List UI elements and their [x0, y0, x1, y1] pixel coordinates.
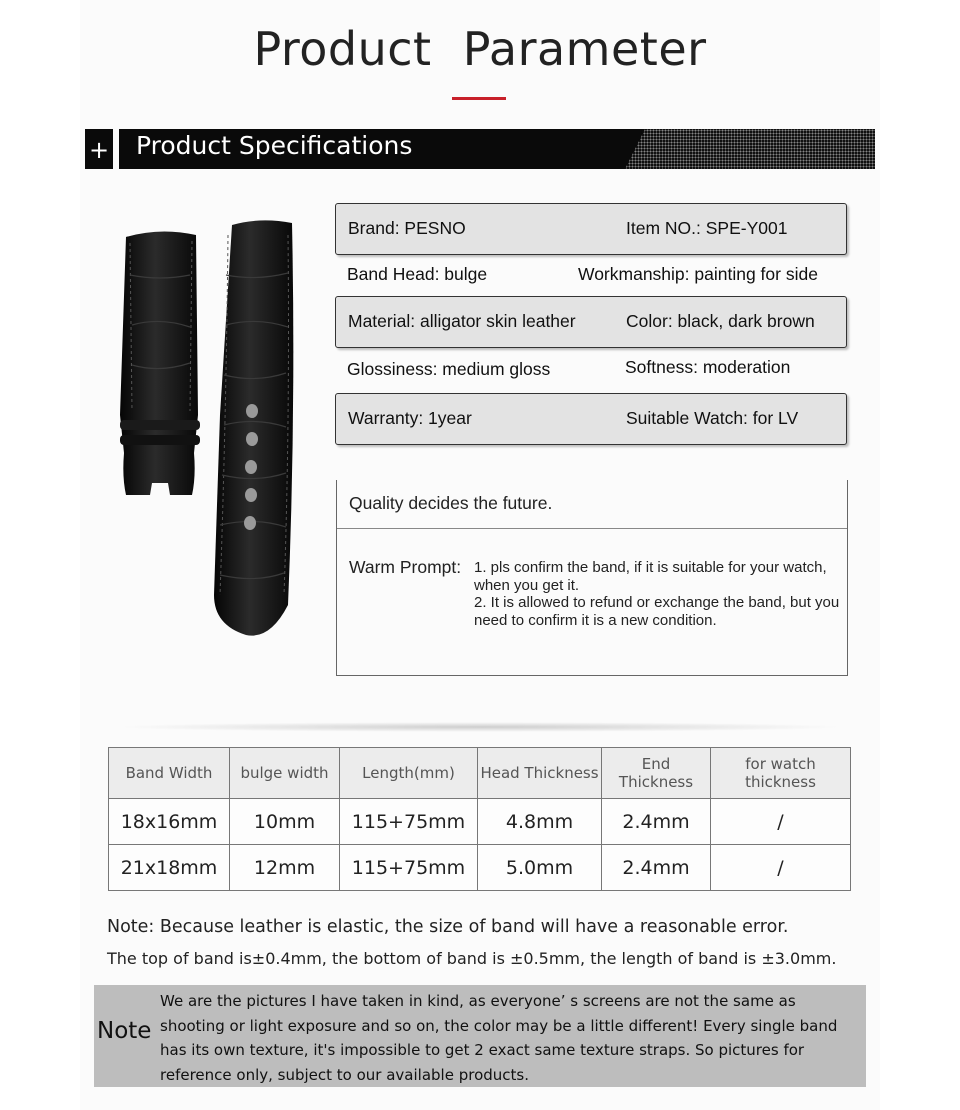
column-header: Band Width — [109, 748, 230, 799]
warm-prompt-label: Warm Prompt: — [349, 557, 462, 577]
note-text: We are the pictures I have taken in kind, as everyone’ s screens are not the same as shooting or light exposure and so on, the color may be a little different! Every single band has its own texture, it's impossible to get 2 exact same texture straps. So pictures for reference only, subject to our available products. — [160, 992, 838, 1084]
table-row — [109, 799, 851, 845]
note-label: Note — [97, 1018, 152, 1044]
page-title: Product Parameter — [253, 22, 707, 76]
warm-prompt-box — [336, 480, 848, 676]
table-cell: 115+75mm — [340, 799, 478, 845]
banner-dot-pattern — [625, 129, 875, 169]
quality-slogan: Quality decides the future. — [349, 493, 553, 513]
table-header-row — [109, 748, 851, 799]
spec-glossiness: Glossiness: medium gloss — [347, 359, 551, 379]
spec-row-glossiness — [335, 345, 845, 395]
spec-workmanship: Workmanship: painting for side — [578, 264, 818, 284]
title-underline — [452, 97, 506, 100]
note-tolerance: The top of band is±0.4mm, the bottom of band is ±0.5mm, the length of band is ±3.0mm. — [107, 949, 837, 968]
table-cell: / — [711, 845, 851, 891]
section-title: Product Specifications — [136, 131, 413, 160]
table-cell: / — [711, 799, 851, 845]
section-divider — [115, 722, 845, 732]
spec-row-band-head — [335, 250, 845, 300]
table-row — [109, 845, 851, 891]
table-cell: 21x18mm — [109, 845, 230, 891]
expand-plus-icon[interactable]: + — [85, 129, 113, 169]
table-cell: 18x16mm — [109, 799, 230, 845]
spec-row-brand — [335, 203, 847, 255]
table-cell: 4.8mm — [478, 799, 602, 845]
watch-strap-image — [110, 215, 325, 645]
spec-band-head: Band Head: bulge — [347, 264, 488, 284]
spec-warranty: Warranty: 1year — [348, 408, 472, 428]
warm-prompt-line: 2. It is allowed to refund or exchange the band, but you need to confirm it is a new condition. — [474, 594, 840, 629]
size-table — [108, 747, 851, 891]
table-cell: 2.4mm — [602, 845, 711, 891]
table-cell: 2.4mm — [602, 799, 711, 845]
section-banner — [119, 129, 875, 169]
product-image — [110, 215, 325, 645]
spec-brand: Brand: PESNO — [348, 218, 466, 238]
table-cell: 12mm — [230, 845, 340, 891]
note-elastic: Note: Because leather is elastic, the size of band will have a reasonable error. — [107, 917, 789, 937]
spec-color: Color: black, dark brown — [626, 311, 815, 331]
table-cell: 5.0mm — [478, 845, 602, 891]
spec-material: Material: alligator skin leather — [348, 311, 576, 331]
spec-row-warranty — [335, 393, 847, 445]
column-header: End Thickness — [602, 748, 711, 799]
warm-prompt-line: 1. pls confirm the band, if it is suitable for your watch, when you get it. — [474, 559, 827, 594]
column-header: bulge width — [230, 748, 340, 799]
spec-row-material — [335, 296, 847, 348]
spec-softness: Softness: moderation — [625, 357, 791, 377]
table-cell: 10mm — [230, 799, 340, 845]
column-header: for watch thickness — [711, 748, 851, 799]
box-divider — [337, 528, 847, 529]
spec-item-no: Item NO.: SPE-Y001 — [626, 218, 788, 238]
warm-prompt-text — [474, 559, 846, 629]
column-header: Length(mm) — [340, 748, 478, 799]
spec-suitable-watch: Suitable Watch: for LV — [626, 408, 799, 428]
note-box — [94, 985, 866, 1087]
table-cell: 115+75mm — [340, 845, 478, 891]
column-header: Head Thickness — [478, 748, 602, 799]
